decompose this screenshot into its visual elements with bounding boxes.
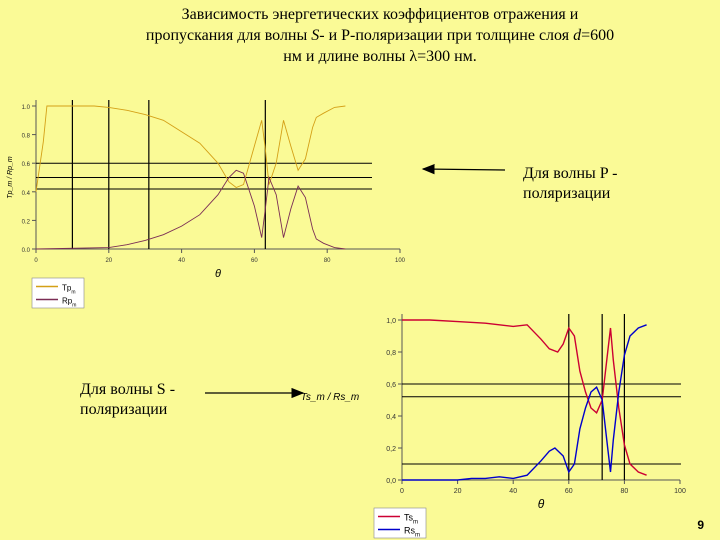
y-tick-label: 1,0: [386, 318, 396, 325]
title-line-1: Зависимость энергетических коэффициентов отражения и: [181, 6, 579, 23]
x-tick-label: 80: [323, 258, 331, 264]
y-tick-label: 0,2: [386, 446, 396, 453]
title-line-3: нм и длине волны λ=300 нм.: [283, 48, 477, 65]
x-tick-label: 100: [394, 258, 406, 264]
s-annotation-line-1: Для волны S -: [80, 381, 176, 398]
p-annotation-line-2: поляризации: [523, 185, 611, 202]
legend-label-main: Rp: [62, 296, 73, 306]
legend-label-sub: m: [413, 519, 418, 526]
title-line-2-c: =600: [581, 27, 615, 44]
x-tick-label: 20: [453, 488, 462, 495]
y-tick-label: 0,4: [386, 414, 396, 421]
legend-label-main: Tp: [62, 283, 72, 293]
x-tick-label: 60: [564, 488, 573, 495]
y-tick-label: 0.0: [21, 248, 30, 254]
y-tick-label: 1.0: [21, 105, 30, 111]
legend-label-main: Ts: [404, 512, 413, 523]
legend-label-sub: m: [71, 289, 76, 296]
p-annotation-arrow: [423, 169, 505, 170]
x-axis-label: θ: [537, 497, 545, 511]
legend-label-sub: m: [415, 532, 420, 539]
y-tick-label: 0,8: [386, 350, 396, 357]
title-line-2-b: - и Р-поляризации при толщине слоя: [319, 27, 574, 44]
y-axis-label: Tp_m / Rp_m: [7, 156, 14, 199]
title-line-2-d: d: [573, 27, 582, 44]
y-tick-label: 0.6: [21, 162, 30, 169]
title-line-2-a: пропускания для волны: [145, 27, 312, 44]
y-tick-label: 0.8: [21, 133, 30, 140]
title-line-2-s: S: [311, 27, 320, 44]
y-tick-label: 0.4: [21, 190, 30, 197]
y-tick-label: 0,6: [386, 382, 396, 389]
y-tick-label: 0.2: [21, 219, 30, 226]
x-tick-label: 100: [674, 488, 686, 495]
x-tick-label: 20: [105, 258, 113, 264]
p-annotation-line-1: Для волны P -: [523, 165, 618, 182]
x-tick-label: 40: [178, 258, 185, 264]
legend-label-sub: m: [72, 302, 77, 309]
page-number: 9: [697, 518, 704, 532]
x-tick-label: 60: [251, 258, 258, 264]
legend-label-main: Rs: [404, 525, 415, 536]
x-axis-label: θ: [215, 268, 221, 280]
x-tick-label: 40: [509, 488, 518, 495]
s-annotation-line-2: поляризации: [80, 401, 168, 418]
y-axis-label: Ts_m / Rs_m: [300, 392, 360, 403]
x-tick-label: 80: [620, 488, 629, 495]
x-tick-label: 0: [400, 488, 404, 495]
x-tick-label: 0: [34, 258, 38, 264]
y-tick-label: 0,0: [386, 478, 396, 485]
